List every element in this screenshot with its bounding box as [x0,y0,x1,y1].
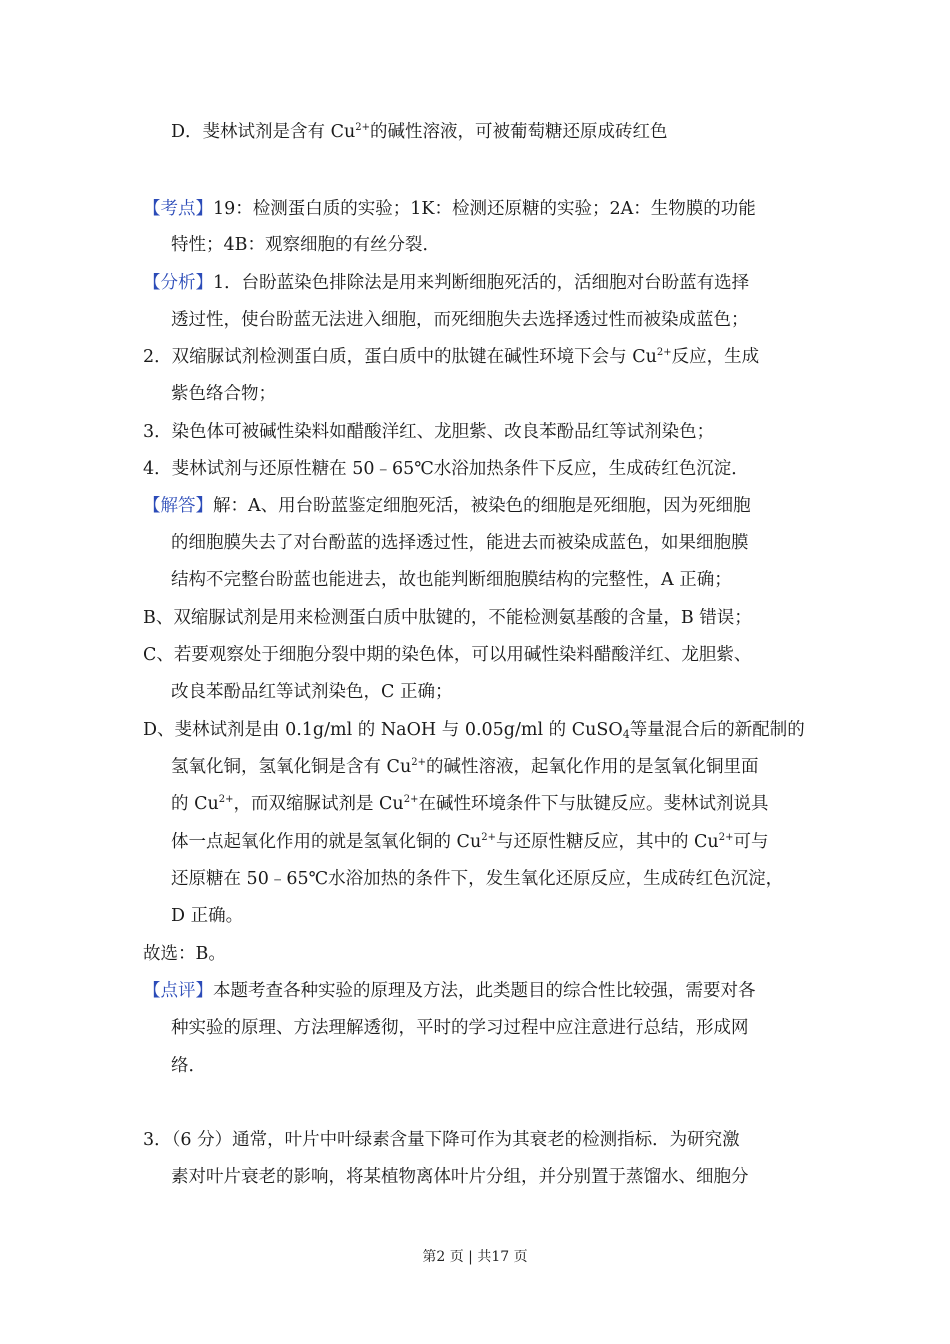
option-d-line: D．斐林试剂是含有 $Cu^{2+}$的碱性溶液，可被葡萄糖还原成砖红色 [171,122,668,142]
jieda-line-a2: 的细胞膜失去了对台酚蓝的选择透过性，能进去而被染成蓝色，如果细胞膜 [171,533,749,553]
answer-choice: 故选：B。 [143,944,226,964]
fenxi-line-5: 3．染色体可被碱性染料如醋酸洋红、龙胆紫、改良苯酚品红等试剂染色； [143,422,715,442]
kaodian-line-1: 【考点】19：检测蛋白质的实验；1K：检测还原糖的实验；2A：生物膜的功能 [143,199,756,219]
dianping-line-2: 种实验的原理、方法理解透彻，平时的学习过程中应注意进行总结，形成网 [171,1018,749,1038]
kaodian-tag: 【考点】 [143,199,213,219]
kaodian-line-2: 特性；4B：观察细胞的有丝分裂． [171,235,440,255]
fenxi-line-2: 透过性，使台盼蓝无法进入细胞，而死细胞失去选择透过性而被染成蓝色； [171,310,749,330]
fenxi-line-4: 紫色络合物； [171,384,276,404]
dianping-tag: 【点评】 [143,981,213,1001]
jieda-line-d4: 体一点起氧化作用的就是氢氧化铜的 $Cu^{2+}$与还原性糖反应，其中的 $Cu^{2+}$可与 [171,832,769,852]
jieda-line-d3: 的 $Cu^{2+}$，而双缩脲试剂是 $Cu^{2+}$在碱性环境条件下与肽键反应。斐林试剂说具 [171,794,769,814]
dianping-line-3: 络． [171,1056,206,1076]
fenxi-line-3: 2．双缩脲试剂检测蛋白质，蛋白质中的肽键在碱性环境下会与 $Cu^{2+}$反应，生成 [143,347,760,367]
fenxi-line-1: 【分析】1．台盼蓝染色排除法是用来判断细胞死活的，活细胞对台盼蓝有选择 [143,273,750,293]
jieda-line-c2: 改良苯酚品红等试剂染色，C 正确； [171,682,453,702]
question-3-line-1: 3．（6 分）通常，叶片中叶绿素含量下降可作为其衰老的检测指标．为研究激 [143,1130,740,1150]
jieda-line-d6: D 正确。 [171,906,244,926]
fenxi-line-6: 4．斐林试剂与还原性糖在 50﹣65℃水浴加热条件下反应，生成砖红色沉淀． [143,459,749,479]
dianping-line-1: 【点评】本题考查各种实验的原理及方法，此类题目的综合性比较强，需要对各 [143,981,756,1001]
page-number: 第2 页 | 共17 页 [422,1249,528,1265]
jieda-tag: 【解答】 [143,496,213,516]
jieda-line-d5: 还原糖在 50﹣65℃水浴加热的条件下，发生氧化还原反应，生成砖红色沉淀， [171,869,784,889]
jieda-line-b1: B、双缩脲试剂是用来检测蛋白质中肽键的，不能检测氨基酸的含量，B 错误； [143,608,752,628]
jieda-line-a1: 【解答】解：A、用台盼蓝鉴定细胞死活，被染色的细胞是死细胞，因为死细胞 [143,496,751,516]
jieda-line-d2: 氢氧化铜，氢氧化铜是含有 $Cu^{2+}$的碱性溶液，起氧化作用的是氢氧化铜里面 [171,757,759,777]
fenxi-tag: 【分析】 [143,273,213,293]
jieda-line-a3: 结构不完整台盼蓝也能进去，故也能判断细胞膜结构的完整性，A 正确； [171,570,732,590]
question-3-line-2: 素对叶片衰老的影响，将某植物离体叶片分组，并分别置于蒸馏水、细胞分 [171,1167,749,1187]
jieda-line-c1: C、若要观察处于细胞分裂中期的染色体，可以用碱性染料醋酸洋红、龙胆紫、 [143,645,752,665]
jieda-line-d1: D、斐林试剂是由 0.1g/ml 的 NaOH 与 0.05g/ml 的 CuSO$_4$等量混合后的新配制的 [143,720,805,741]
